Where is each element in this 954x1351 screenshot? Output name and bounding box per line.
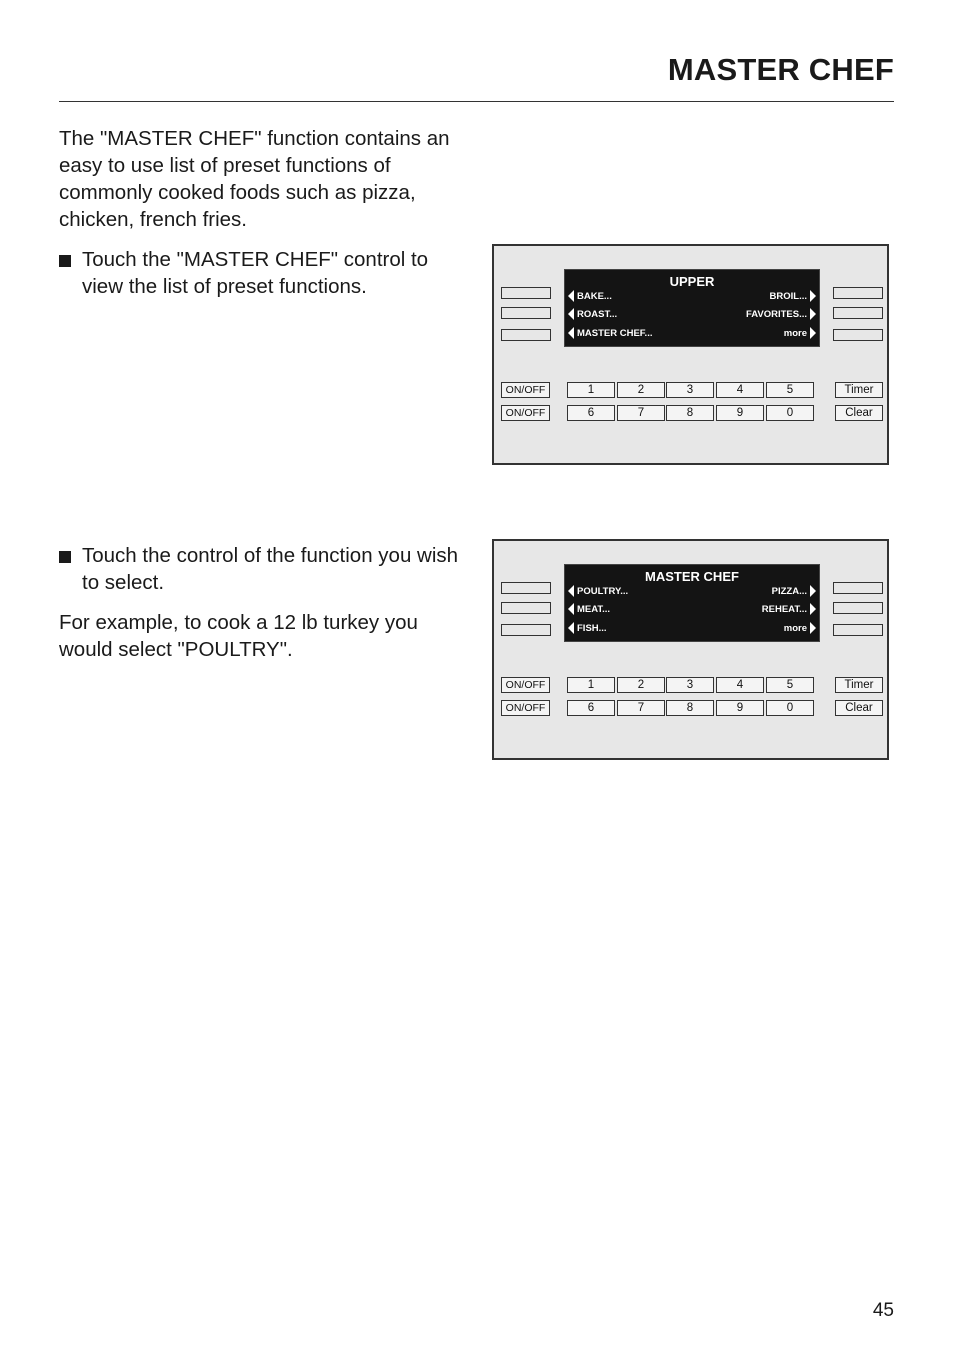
option-label: more [783, 622, 807, 634]
right-select-button-3[interactable] [833, 624, 883, 636]
example-paragraph: For example, to cook a 12 lb turkey you would select "POULTRY". [59, 611, 418, 661]
header-rule [59, 101, 894, 102]
left-triangle-icon [568, 327, 574, 339]
option-label: ROAST... [577, 308, 618, 320]
control-panel-master-chef [492, 539, 889, 760]
option-label: FAVORITES... [745, 308, 807, 320]
key-2[interactable]: 2 [617, 677, 665, 693]
option-label: REHEAT... [761, 603, 807, 615]
step-1-text: Touch the "MASTER CHEF" control to view the list of preset functions. [82, 248, 429, 298]
key-6[interactable]: 6 [567, 405, 615, 421]
option-label: BROIL... [769, 290, 807, 302]
key-4[interactable]: 4 [716, 382, 764, 398]
key-0[interactable]: 0 [766, 700, 814, 716]
on-off-button-lower[interactable]: ON/OFF [501, 700, 550, 716]
screen-option-master-chef[interactable] [568, 327, 652, 339]
key-1[interactable]: 1 [567, 677, 615, 693]
key-7[interactable]: 7 [617, 700, 665, 716]
left-select-button-1[interactable] [501, 287, 551, 299]
right-triangle-icon [810, 308, 816, 320]
page-title: MASTER CHEF [667, 52, 894, 87]
left-select-button-3[interactable] [501, 329, 551, 341]
right-select-button-3[interactable] [833, 329, 883, 341]
control-panel-upper [492, 244, 889, 465]
option-label: BAKE... [577, 290, 612, 302]
screen-option-poultry[interactable] [568, 585, 628, 597]
page-number: 45 [872, 1300, 894, 1321]
intro-paragraph: The "MASTER CHEF" function contains an easy to use list of preset functions of commonly cooked foods such as pizza, chicken, french fries. [59, 127, 450, 231]
key-8[interactable]: 8 [666, 405, 714, 421]
right-select-button-2[interactable] [833, 602, 883, 614]
option-label: FISH... [577, 622, 607, 634]
display-screen [564, 269, 820, 347]
right-triangle-icon [810, 327, 816, 339]
key-7[interactable]: 7 [617, 405, 665, 421]
left-triangle-icon [568, 585, 574, 597]
bullet-square-icon [59, 255, 71, 267]
key-9[interactable]: 9 [716, 700, 764, 716]
key-3[interactable]: 3 [666, 677, 714, 693]
screen-title: MASTER CHEF [645, 569, 739, 584]
screen-option-pizza[interactable] [772, 585, 816, 597]
screen-option-reheat[interactable] [762, 603, 816, 615]
screen-option-more[interactable] [784, 327, 816, 339]
screen-option-favorites[interactable] [746, 308, 816, 320]
right-triangle-icon [810, 622, 816, 634]
option-label: MEAT... [577, 603, 611, 615]
option-label: POULTRY... [577, 585, 629, 597]
right-select-button-2[interactable] [833, 307, 883, 319]
key-5[interactable]: 5 [766, 382, 814, 398]
key-8[interactable]: 8 [666, 700, 714, 716]
right-triangle-icon [810, 290, 816, 302]
left-select-button-2[interactable] [501, 602, 551, 614]
right-triangle-icon [810, 603, 816, 615]
key-4[interactable]: 4 [716, 677, 764, 693]
step-2 [59, 542, 469, 596]
screen-option-more[interactable] [784, 622, 816, 634]
timer-button[interactable]: Timer [835, 677, 883, 693]
display-screen [564, 564, 820, 642]
screen-title: UPPER [669, 274, 715, 289]
key-1[interactable]: 1 [567, 382, 615, 398]
left-triangle-icon [568, 308, 574, 320]
on-off-button-upper[interactable]: ON/OFF [501, 677, 550, 693]
left-select-button-1[interactable] [501, 582, 551, 594]
key-5[interactable]: 5 [766, 677, 814, 693]
left-triangle-icon [568, 622, 574, 634]
key-6[interactable]: 6 [567, 700, 615, 716]
screen-option-broil[interactable] [770, 290, 816, 302]
bullet-square-icon [59, 551, 71, 563]
step-1 [59, 246, 469, 300]
screen-option-meat[interactable] [568, 603, 610, 615]
left-triangle-icon [568, 603, 574, 615]
on-off-button-lower[interactable]: ON/OFF [501, 405, 550, 421]
right-select-button-1[interactable] [833, 582, 883, 594]
right-select-button-1[interactable] [833, 287, 883, 299]
screen-option-fish[interactable] [568, 622, 607, 634]
step-2-text: Touch the control of the function you wish to select. [82, 544, 459, 594]
key-0[interactable]: 0 [766, 405, 814, 421]
right-triangle-icon [810, 585, 816, 597]
screen-option-roast[interactable] [568, 308, 617, 320]
timer-button[interactable]: Timer [835, 382, 883, 398]
left-select-button-2[interactable] [501, 307, 551, 319]
key-3[interactable]: 3 [666, 382, 714, 398]
key-2[interactable]: 2 [617, 382, 665, 398]
clear-button[interactable]: Clear [835, 405, 883, 421]
left-select-button-3[interactable] [501, 624, 551, 636]
option-label: more [783, 327, 807, 339]
clear-button[interactable]: Clear [835, 700, 883, 716]
on-off-button-upper[interactable]: ON/OFF [501, 382, 550, 398]
option-label: MASTER CHEF... [577, 327, 653, 339]
left-triangle-icon [568, 290, 574, 302]
key-9[interactable]: 9 [716, 405, 764, 421]
screen-option-bake[interactable] [568, 290, 612, 302]
option-label: PIZZA... [771, 585, 807, 597]
